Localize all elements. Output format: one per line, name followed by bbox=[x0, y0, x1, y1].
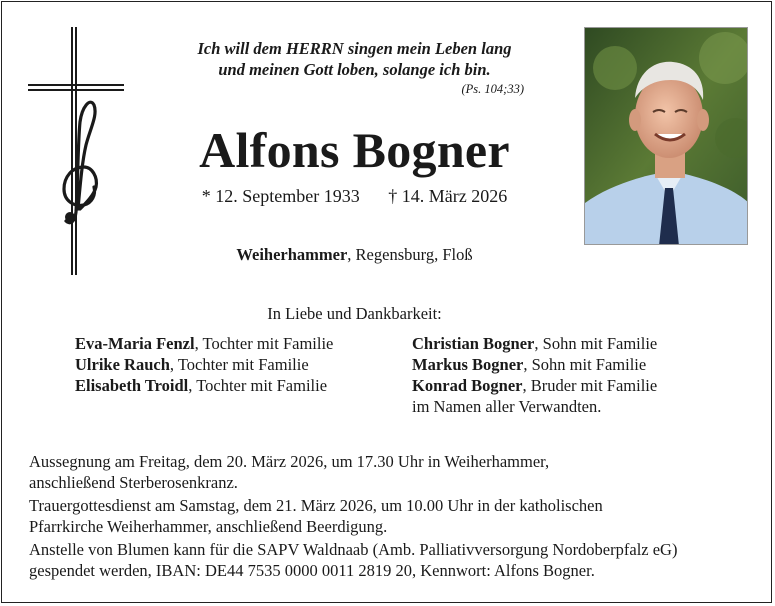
mourner-name: Markus Bogner bbox=[412, 355, 524, 374]
donation-notice bbox=[29, 539, 764, 581]
mourner-name: Elisabeth Troidl bbox=[75, 376, 189, 395]
funeral-notices bbox=[29, 451, 764, 583]
mourner-relation: , Tochter mit Familie bbox=[194, 334, 334, 353]
places-of-life bbox=[152, 245, 557, 265]
gratitude-line: In Liebe und Dankbarkeit: bbox=[267, 304, 442, 323]
life-dates bbox=[152, 186, 557, 207]
mourner-entry bbox=[412, 333, 657, 354]
mourner-relation: , Tochter mit Familie bbox=[188, 376, 328, 395]
service-line-2: Pfarrkirche Weiherhammer, anschließend Beerdigung. bbox=[29, 517, 388, 536]
blessing-notice bbox=[29, 451, 764, 493]
verse-line-2: und meinen Gott loben, solange ich bin. bbox=[218, 60, 491, 79]
service-notice bbox=[29, 495, 764, 537]
blessing-line-2: anschließend Sterberosenkranz. bbox=[29, 473, 238, 492]
mourner-name: Christian Bogner bbox=[412, 334, 535, 353]
donation-line-1: Anstelle von Blumen kann für die SAPV Waldnaab (Amb. Palliativversorgung Nordoberpfalz eG) bbox=[29, 540, 678, 559]
verse-line-1: Ich will dem HERRN singen mein Leben lang bbox=[197, 39, 512, 58]
mourner-name: Ulrike Rauch bbox=[75, 355, 170, 374]
mourner-name: Konrad Bogner bbox=[412, 376, 523, 395]
mourner-entry bbox=[412, 375, 657, 396]
mourner-relation: , Bruder mit Familie bbox=[522, 376, 658, 395]
birth-date: * 12. September 1933 bbox=[201, 186, 360, 206]
mourners-left-column bbox=[75, 333, 333, 396]
mourner-relation: , Tochter mit Familie bbox=[169, 355, 309, 374]
portrait-illustration bbox=[585, 28, 748, 245]
death-date: † 14. März 2026 bbox=[388, 186, 508, 206]
mourners-right-column bbox=[412, 333, 657, 417]
other-places: , Regensburg, Floß bbox=[347, 245, 473, 264]
mourner-relation: , Sohn mit Familie bbox=[534, 334, 658, 353]
verse-reference: (Ps. 104;33) bbox=[461, 82, 524, 96]
obituary-card bbox=[1, 1, 772, 603]
mourner-relation: , Sohn mit Familie bbox=[523, 355, 647, 374]
mourner-entry bbox=[75, 375, 333, 396]
mourner-entry bbox=[75, 333, 333, 354]
relatives-line: im Namen aller Verwandten. bbox=[412, 397, 602, 416]
service-line-1: Trauergottesdienst am Samstag, dem 21. März 2026, um 10.00 Uhr in der katholischen bbox=[29, 496, 603, 515]
deceased-name: Alfons Bogner bbox=[199, 122, 510, 178]
mourner-entry bbox=[412, 354, 657, 375]
bible-verse bbox=[152, 38, 557, 80]
blessing-line-1: Aussegnung am Freitag, dem 20. März 2026, um 17.30 Uhr in Weiherhammer, bbox=[29, 452, 550, 471]
portrait-photo bbox=[584, 27, 748, 245]
cross-with-treble-clef-icon bbox=[28, 27, 128, 277]
donation-line-2: gespendet werden, IBAN: DE44 7535 0000 0011 2819 20, Kennwort: Alfons Bogner. bbox=[29, 561, 595, 580]
main-place: Weiherhammer bbox=[236, 245, 348, 264]
mourner-entry bbox=[75, 354, 333, 375]
mourner-name: Eva-Maria Fenzl bbox=[75, 334, 195, 353]
